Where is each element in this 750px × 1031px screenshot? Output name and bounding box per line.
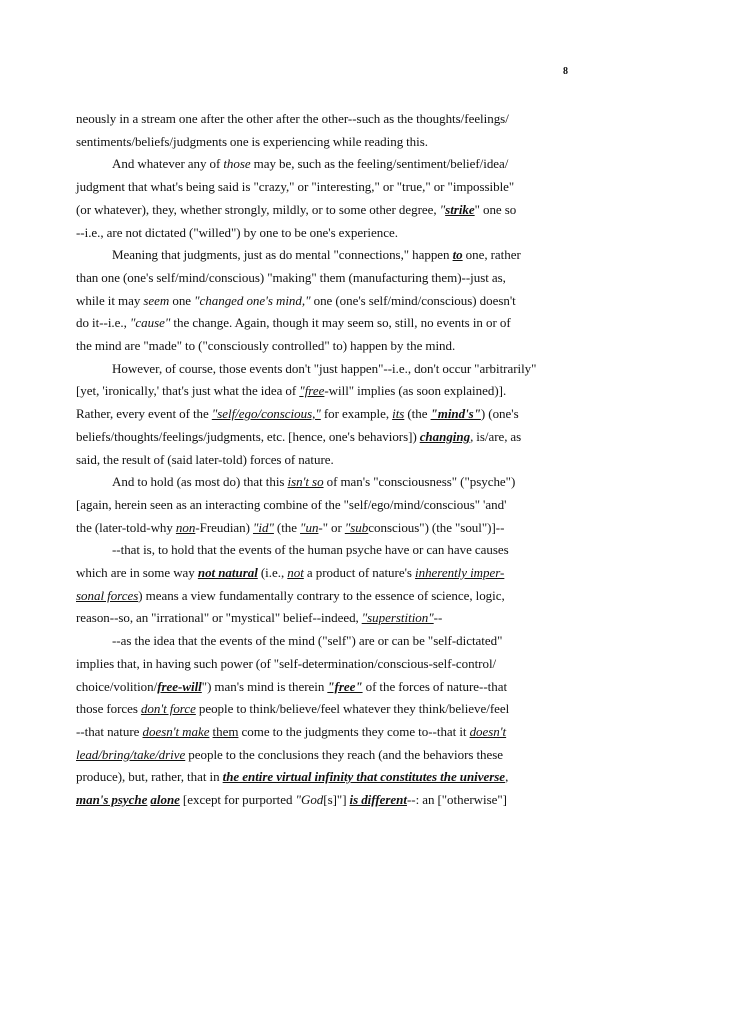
text-line [76,131,576,154]
text-line [76,766,576,789]
emphasized-text: don't force [140,701,196,717]
text-line [76,312,576,335]
emphasized-text: lead/bring/take/drive [76,746,186,762]
text-run: ") man's mind is therein [201,678,328,694]
text-run: do it--i.e., [76,315,130,331]
text-run: --that nature [76,723,143,739]
text-run: one (one's self/mind/conscious) doesn't [310,292,516,308]
text-run: neously in a stream one after the other after the other--such as the thoughts/feelings/ [76,111,509,126]
emphasized-text: its [392,406,405,422]
text-run: judgment that what's being said is "crazy," or "interesting," or "true," or "impossible" [76,179,515,195]
emphasized-text: inherently imper- [415,565,505,581]
emphasized-text: seem [143,292,170,308]
text-run: However, of course, those events don't "just happen"--i.e., don't occur "arbitrarily" [112,360,537,376]
emphasized-text: them [212,723,239,739]
text-run: --: an ["otherwise"] [406,792,507,808]
text-run: --i.e., are not dictated ("willed") by one to be one's experience. [76,224,398,240]
emphasized-text: those [223,156,251,172]
emphasized-text: "un [300,519,319,535]
text-line [76,471,576,494]
text-line [76,290,576,313]
emphasized-text: isn't so [287,474,324,490]
text-run: the change. Again, though it may seem so, still, no events in or of [170,315,511,331]
text-line [76,585,576,608]
emphasized-text: to [452,247,463,263]
text-line [76,335,576,358]
emphasized-text: "free" [327,678,363,694]
text-line [76,721,576,744]
text-line [76,153,576,176]
text-run: than one (one's self/mind/conscious) "making" them (manufacturing them)--just as, [76,269,506,285]
text-run: said, the result of (said later-told) forces of nature. [76,451,334,467]
text-run: -Freudian) [195,519,253,535]
text-run: (the [273,519,301,535]
text-run: the (later-told-why [76,519,176,535]
text-run: for example, [320,406,393,422]
body-text [76,108,576,812]
emphasized-text: not [287,565,304,581]
text-run: Rather, every event of the [76,406,212,422]
text-run: And whatever any of [112,156,224,172]
text-run: [yet, 'ironically,' that's just what the idea of [76,383,300,399]
text-run: [again, herein seen as an interacting combine of the "self/ego/mind/conscious" 'and' [76,496,507,512]
emphasized-text: free-will [157,678,202,694]
text-line [76,108,576,131]
emphasized-text: sonal forces [76,587,139,603]
text-run: people to the conclusions they reach (and the behaviors these [185,746,504,762]
text-line [76,494,576,517]
text-run: conscious") (the "soul")]-- [368,519,505,535]
text-line [76,358,576,381]
text-line [76,449,576,472]
emphasized-text: "changed one's mind," [194,292,311,308]
emphasized-text: is different [349,792,407,808]
text-line [76,267,576,290]
text-run: (or whatever), they, whether strongly, mildly, or to some other degree, [76,201,440,217]
text-run: beliefs/thoughts/feelings/judgments, etc. [hence, one's behaviors]) [76,428,420,444]
text-run: choice/volition/ [76,678,158,694]
text-run: And to hold (as most do) that this [112,474,288,490]
text-line [76,517,576,540]
text-line [76,744,576,767]
text-line [76,676,576,699]
emphasized-text: "mind's" [430,406,481,422]
text-run: a product of nature's [303,565,416,581]
text-line [76,630,576,653]
text-run: of man's "consciousness" ("psyche") [323,474,516,490]
emphasized-text: doesn't make [142,723,210,739]
text-line [76,539,576,562]
text-run: [s]"] [323,792,350,808]
text-run: which are in some way [76,565,198,581]
emphasized-text: non [175,519,196,535]
text-line [76,653,576,676]
text-run: --that is, to hold that the events of the human psyche have or can have causes [112,542,509,558]
emphasized-text: "superstition" [361,610,434,626]
emphasized-text: the entire virtual infinity that constitutes the universe [222,769,506,785]
emphasized-text: alone [150,792,180,808]
text-run: reason--so, an "irrational" or "mystical" belief--indeed, [76,610,362,626]
text-run: come to the judgments they come to--that it [238,723,470,739]
emphasized-text: man's psyche [76,792,148,808]
emphasized-text: "free [299,383,325,399]
text-run: (i.e., [257,565,288,581]
text-line [76,698,576,721]
text-run: people to think/believe/feel whatever they think/believe/feel [195,701,510,717]
text-run: of the forces of nature--that [362,678,508,694]
text-run: , [505,769,509,785]
text-line [76,426,576,449]
text-line [76,176,576,199]
text-run: sentiments/beliefs/judgments one is experiencing while reading this. [76,133,428,149]
text-run: " one so [474,201,517,217]
text-run: one [169,292,195,308]
text-run: ) (one's [480,406,519,422]
text-line [76,222,576,245]
text-line [76,789,576,812]
text-run: the mind are "made" to ("consciously controlled" to) happen by the mind. [76,338,456,354]
text-run: may be, such as the feeling/sentiment/belief/idea/ [250,156,509,172]
text-run: those forces [76,701,141,717]
text-line [76,380,576,403]
text-run: implies that, in having such power (of "self-determination/conscious-self-control/ [76,655,497,671]
text-run: one, rather [462,247,521,263]
text-run: --as the idea that the events of the mind ("self") are or can be "self-dictated" [112,633,503,649]
text-run: [except for purported [179,792,296,808]
text-run: -- [433,610,443,626]
page-number: 8 [563,66,568,77]
emphasized-text: "id" [252,519,274,535]
emphasized-text: "self/ego/conscious," [211,406,321,422]
text-line [76,562,576,585]
emphasized-text: " [439,201,446,217]
emphasized-text: "sub [344,519,369,535]
emphasized-text: changing [419,428,471,444]
text-run: (the [404,406,431,422]
text-run: while it may [76,292,144,308]
text-line [76,607,576,630]
emphasized-text: strike [445,201,475,217]
text-line [76,199,576,222]
text-run: -will" implies (as soon explained)]. [324,383,507,399]
text-run: , is/are, as [470,428,522,444]
text-run: ) means a view fundamentally contrary to the essence of science, logic, [138,587,505,603]
text-line [76,403,576,426]
emphasized-text: "cause" [129,315,171,331]
text-line [76,244,576,267]
emphasized-text: "God [295,792,324,808]
text-run: Meaning that judgments, just as do mental "connections," happen [112,247,453,263]
text-run: -" or [318,519,345,535]
text-run: produce), but, rather, that in [76,769,223,785]
emphasized-text: not natural [197,565,258,581]
emphasized-text: doesn't [469,723,507,739]
